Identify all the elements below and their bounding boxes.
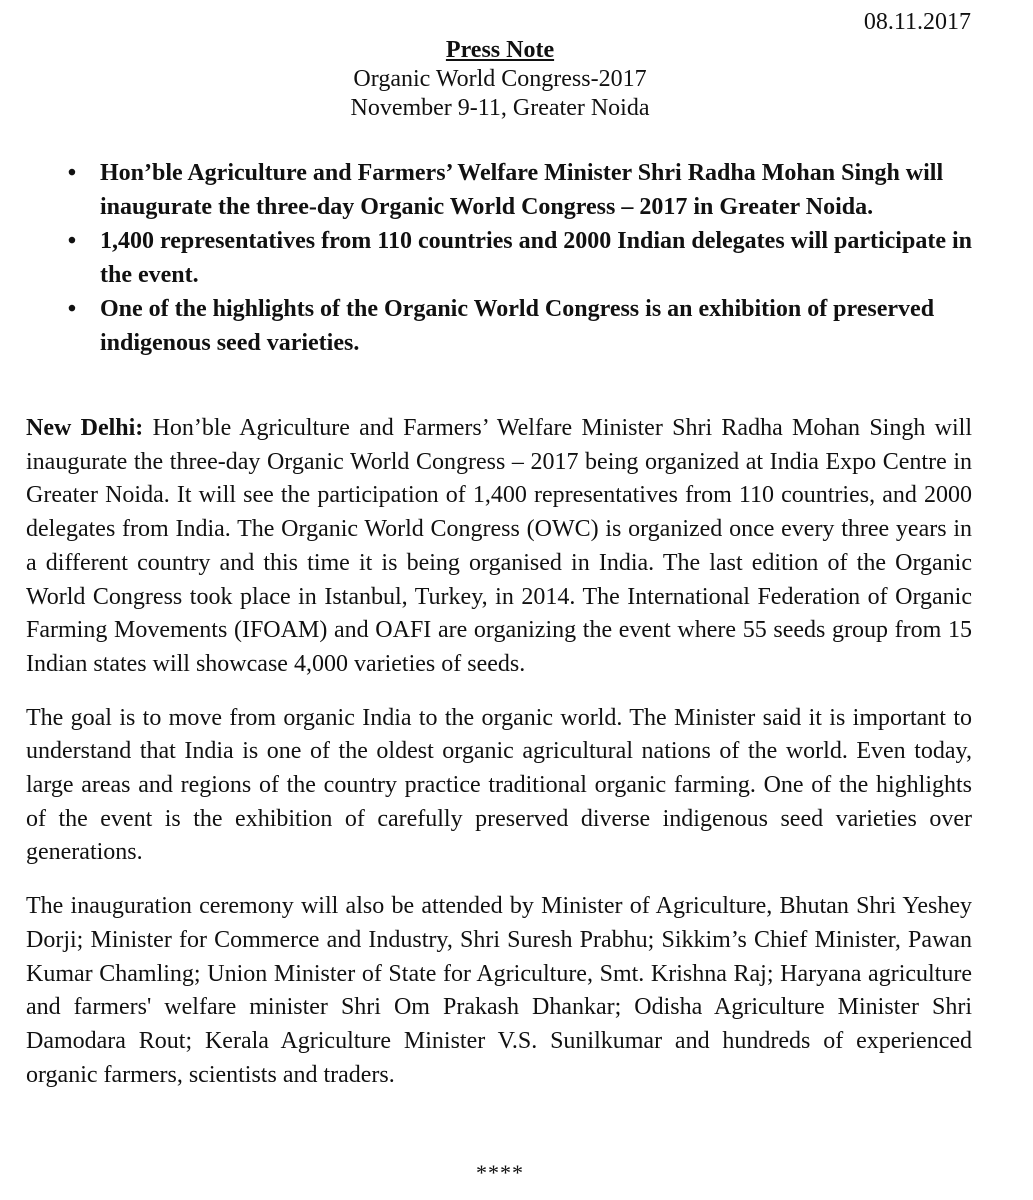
page-title: Press Note bbox=[445, 37, 555, 63]
highlight-text: Hon’ble Agriculture and Farmers’ Welfare Minister Shri Radha Mohan Singh will inaugurate the three-day Organic World Congress – 2017 in Greater Noida. bbox=[100, 160, 944, 220]
bullet-icon: • bbox=[67, 160, 77, 186]
paragraph-text: The inauguration ceremony will also be attended by Minister of Agriculture, Bhutan Shri Yeshey Dorji; Minister for Commerce and Industry, Shri Suresh Prabhu; Sikkim’s Chief Minister, Pawan Kumar Chamling; Union Minister of State for Agriculture, Smt. Krishna Raj; Haryana agriculture and farmers' welfare minister Shri Om Prakash Dhankar; Odisha Agriculture Minister Shri Damodara Rout; Kerala Agriculture Minister V.S. Sunilkumar and hundreds of experienced organic farmers, scientists and traders. bbox=[26, 893, 972, 1088]
body-paragraph bbox=[26, 412, 972, 682]
highlight-text: One of the highlights of the Organic World Congress is an exhibition of preserved indigenous seed varieties. bbox=[100, 296, 935, 356]
paragraph-text: Hon’ble Agriculture and Farmers’ Welfare Minister Shri Radha Mohan Singh will inaugurate the three-day Organic World Congress – 2017 being organized at India Expo Centre in Greater Noida. It will see the participation of 1,400 representatives from 110 countries, and 2000 delegates from India. The Organic World Congress (OWC) is organized once every three years in a different country and this time it is being organised in India. The last edition of the Organic World Congress took place in Istanbul, Turkey, in 2014. The International Federation of Organic Farming Movements (IFOAM) and OAFI are organizing the event where 55 seeds group from 15 Indian states will showcase 4,000 varieties of seeds. bbox=[26, 415, 972, 677]
highlights-list bbox=[62, 156, 982, 360]
highlight-text: 1,400 representatives from 110 countries and 2000 Indian delegates will participate in the event. bbox=[100, 228, 972, 288]
body-paragraph bbox=[26, 702, 972, 871]
event-dates-location: November 9-11, Greater Noida bbox=[350, 95, 650, 121]
bullet-icon: • bbox=[67, 296, 77, 322]
body-paragraph bbox=[26, 890, 972, 1092]
list-item bbox=[62, 156, 982, 224]
event-name: Organic World Congress-2017 bbox=[353, 66, 647, 92]
press-note-header bbox=[0, 36, 1000, 123]
list-item bbox=[62, 292, 982, 360]
press-note-body bbox=[26, 412, 972, 1112]
bullet-icon: • bbox=[67, 228, 77, 254]
dateline: New Delhi: bbox=[26, 415, 144, 441]
release-date: 08.11.2017 bbox=[863, 9, 971, 35]
list-item bbox=[62, 224, 982, 292]
end-marker: **** bbox=[476, 1160, 524, 1185]
paragraph-text: The goal is to move from organic India to the organic world. The Minister said it is important to understand that India is one of the oldest organic agricultural nations of the world. Even today, large areas and regions of the country practice traditional organic farming. One of the highlights of the event is the exhibition of carefully preserved diverse indigenous seed varieties over generations. bbox=[26, 704, 972, 866]
